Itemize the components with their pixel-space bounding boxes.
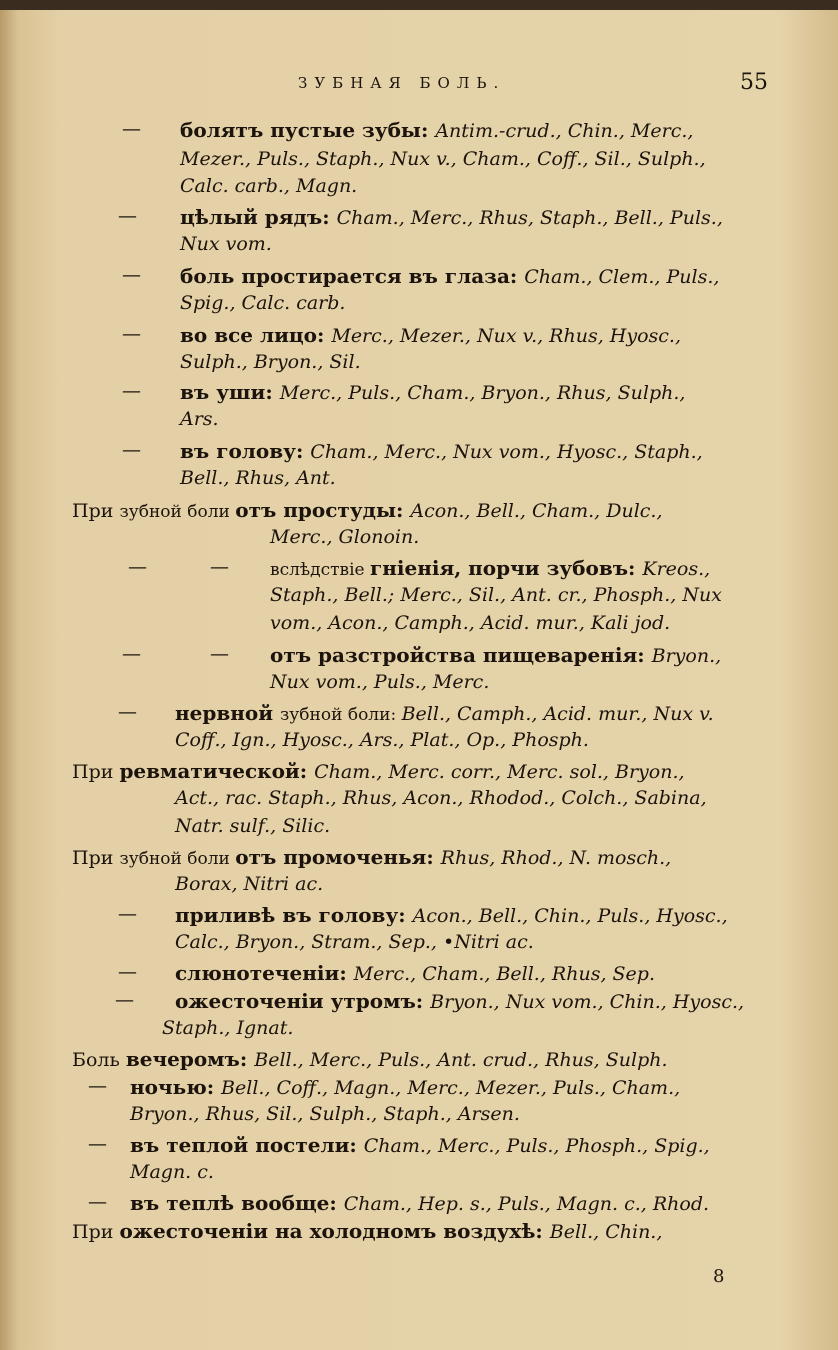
text-line <box>0 612 838 641</box>
plain-text: Боль <box>72 1049 126 1071</box>
symptom-term: во все лицо: <box>180 323 332 347</box>
ditto-dash: — <box>88 1133 107 1155</box>
ditto-dash: — <box>122 264 141 286</box>
text-line <box>0 467 838 496</box>
line-text <box>180 148 706 170</box>
symptom-term: ночью: <box>130 1075 222 1099</box>
text-line <box>0 643 838 672</box>
line-text <box>270 584 722 606</box>
text-line <box>0 233 838 262</box>
line-text <box>130 1075 680 1099</box>
line-text <box>180 292 345 314</box>
text-line <box>0 989 838 1018</box>
symptom-term: боль простирается въ глаза: <box>180 264 525 288</box>
remedy-list: Acon., Bell., Cham., Dulc., <box>410 500 663 522</box>
symptom-term: слюнотеченіи: <box>175 961 354 985</box>
text-line <box>0 264 838 293</box>
line-text <box>270 671 489 693</box>
ditto-dash: — <box>122 323 141 345</box>
text-line <box>0 351 838 380</box>
symptom-term: нервной <box>175 701 281 725</box>
remedy-list: Spig., Calc. carb. <box>180 292 346 314</box>
remedy-list: Cham., Merc., Puls., Phosph., Spig., <box>363 1135 710 1157</box>
remedy-list: vom., Acon., Camph., Acid. mur., Kali jod. <box>270 612 671 634</box>
remedy-list: Bryon., <box>651 645 722 667</box>
text-line <box>0 1017 838 1046</box>
line-text <box>175 787 707 809</box>
text-line <box>0 556 838 585</box>
remedy-list: Bryon., Rhus, Sil., Sulph., Staph., Arsen. <box>130 1103 520 1125</box>
ditto-dash: — <box>118 903 137 925</box>
line-text <box>270 556 710 580</box>
line-text <box>175 701 714 725</box>
ditto-dash: — <box>122 380 141 402</box>
symptom-term: въ уши: <box>180 380 280 404</box>
remedy-list: Antim.-crud., Chin., Merc., <box>435 120 694 142</box>
remedy-list: Bell., Rhus, Ant. <box>180 467 336 489</box>
text-line <box>0 1075 838 1104</box>
text-line <box>0 961 838 990</box>
ditto-dash: — <box>210 643 229 665</box>
remedy-list: Rhus, Rhod., N. mosch., <box>440 847 672 869</box>
text-line <box>0 1191 838 1220</box>
text-line <box>0 439 838 468</box>
symptom-term: ревматической: <box>119 759 315 783</box>
symptom-term: въ теплой постели: <box>130 1133 364 1157</box>
plain-text: При <box>72 1221 120 1243</box>
symptom-term: отъ простуды: <box>235 498 411 522</box>
text-line <box>0 1219 838 1248</box>
line-text <box>72 845 671 869</box>
line-text <box>175 873 323 895</box>
line-text <box>72 1219 662 1243</box>
text-line <box>0 729 838 758</box>
remedy-list: Staph., Ignat. <box>162 1017 294 1039</box>
signature-mark: 8 <box>713 1266 725 1287</box>
line-text <box>270 643 721 667</box>
line-text <box>175 815 330 837</box>
text-line <box>0 408 838 437</box>
line-text <box>72 1047 668 1071</box>
remedy-list: Calc. carb., Magn. <box>180 175 358 197</box>
ditto-dash: — <box>210 556 229 578</box>
remedy-list: Merc., Puls., Cham., Bryon., Rhus, Sulph., <box>279 382 686 404</box>
text-line <box>0 787 838 816</box>
text-line <box>0 931 838 960</box>
plain-text: вслѣдствіе <box>270 560 371 580</box>
remedy-list: Bell., Merc., Puls., Ant. crud., Rhus, Sulph. <box>254 1049 668 1071</box>
symptom-term: отъ промоченья: <box>235 845 441 869</box>
line-text <box>270 526 419 548</box>
remedy-list: Magn. c. <box>130 1161 214 1183</box>
remedy-list: Merc., Mezer., Nux v., Rhus, Hyosc., <box>331 325 682 347</box>
remedy-list: Cham., Hep. s., Puls., Magn. c., Rhod. <box>343 1193 710 1215</box>
line-text <box>180 467 336 489</box>
line-text <box>180 175 357 197</box>
page-header <box>0 64 838 104</box>
plain-text: При <box>72 761 120 783</box>
line-text <box>162 1017 293 1039</box>
symptom-term: въ теплѣ вообще: <box>130 1191 344 1215</box>
page-number: 55 <box>740 70 768 95</box>
line-text <box>180 233 272 255</box>
text-line <box>0 671 838 700</box>
remedy-list: Nux vom. <box>180 233 272 255</box>
remedy-list: Nux vom., Puls., Merc. <box>270 671 490 693</box>
ditto-dash: — <box>122 439 141 461</box>
ditto-dash: — <box>88 1075 107 1097</box>
text-line <box>0 1047 838 1076</box>
symptom-term: вечеромъ: <box>125 1047 255 1071</box>
text-line <box>0 526 838 555</box>
symptom-term: цѣлый рядъ: <box>180 205 337 229</box>
running-head: ЗУБНАЯ БОЛЬ. <box>298 74 506 92</box>
ditto-dash: — <box>118 205 137 227</box>
line-text <box>180 205 723 229</box>
remedy-list: Act., rac. Staph., Rhus, Acon., Rhodod., Colch., Sabina, <box>175 787 707 809</box>
text-line <box>0 1133 838 1162</box>
remedy-list: Kreos., <box>642 558 711 580</box>
remedy-list: Cham., Merc., Rhus, Staph., Bell., Puls., <box>336 207 723 229</box>
remedy-list: Merc., Cham., Bell., Rhus, Sep. <box>353 963 655 985</box>
text-line <box>0 701 838 730</box>
symptom-term: ожесточеніи утромъ: <box>175 989 431 1013</box>
plain-text: При <box>72 500 120 522</box>
ditto-dash: — <box>122 643 141 665</box>
remedy-list: Merc., Glonoin. <box>270 526 420 548</box>
ditto-dash: — <box>118 961 137 983</box>
remedy-list: Cham., Clem., Puls., <box>524 266 720 288</box>
line-text <box>270 612 670 634</box>
line-text <box>72 498 663 522</box>
symptom-term: гніенія, порчи зубовъ: <box>370 556 643 580</box>
text-line <box>0 845 838 874</box>
remedy-list: Bell., Chin., <box>549 1221 663 1243</box>
line-text <box>175 729 589 751</box>
remedy-list: Bell., Coff., Magn., Merc., Mezer., Puls., Cham., <box>221 1077 681 1099</box>
line-text <box>175 931 534 953</box>
line-text <box>130 1133 710 1157</box>
line-text <box>180 380 685 404</box>
line-text <box>130 1103 520 1125</box>
plain-text: При <box>72 847 120 869</box>
line-text <box>180 351 361 373</box>
plain-text: зубной боли <box>119 849 236 869</box>
line-text <box>180 323 681 347</box>
remedy-list: Ars. <box>180 408 219 430</box>
text-line <box>0 903 838 932</box>
text-line <box>0 1161 838 1190</box>
text-line <box>0 118 838 147</box>
remedy-list: Coff., Ign., Hyosc., Ars., Plat., Op., Phosph. <box>175 729 589 751</box>
ditto-dash: — <box>115 989 134 1011</box>
remedy-list: Natr. sulf., Silic. <box>175 815 331 837</box>
symptom-term: отъ разстройства пищеваренія: <box>270 643 652 667</box>
text-line <box>0 759 838 788</box>
remedy-list: Bryon., Nux vom., Chin., Hyosc., <box>430 991 745 1013</box>
remedy-list: Calc., Bryon., Stram., Sep., •Nitri ac. <box>175 931 534 953</box>
text-line <box>0 584 838 613</box>
line-text <box>175 961 655 985</box>
symptom-term: болятъ пустые зубы: <box>180 118 436 142</box>
remedy-list: Cham., Merc., Nux vom., Hyosc., Staph., <box>310 441 703 463</box>
text-line <box>0 175 838 204</box>
remedy-list: Staph., Bell.; Merc., Sil., Ant. cr., Phosph., Nux <box>270 584 722 606</box>
page-top-edge <box>0 0 838 10</box>
line-text <box>180 439 703 463</box>
ditto-dash: — <box>88 1191 107 1213</box>
text-line <box>0 1103 838 1132</box>
remedy-list: Sulph., Bryon., Sil. <box>180 351 361 373</box>
text-line <box>0 498 838 527</box>
text-line <box>0 380 838 409</box>
text-line <box>0 873 838 902</box>
line-text <box>180 264 719 288</box>
symptom-term: ожесточеніи на холодномъ воздухѣ: <box>119 1219 550 1243</box>
text-line <box>0 148 838 177</box>
ditto-dash: — <box>122 118 141 140</box>
line-text <box>130 1191 709 1215</box>
remedy-list: Mezer., Puls., Staph., Nux v., Cham., Coff., Sil., Sulph., <box>180 148 706 170</box>
text-line <box>0 815 838 844</box>
remedy-list: Cham., Merc. corr., Merc. sol., Bryon., <box>314 761 685 783</box>
line-text <box>175 989 744 1013</box>
text-line <box>0 292 838 321</box>
text-line <box>0 205 838 234</box>
remedy-list: Borax, Nitri ac. <box>175 873 324 895</box>
ditto-dash: — <box>118 701 137 723</box>
line-text <box>180 408 219 430</box>
remedy-list: Acon., Bell., Chin., Puls., Hyosc., <box>412 905 728 927</box>
line-text <box>180 118 693 142</box>
plain-text: зубной боли <box>119 502 236 522</box>
plain-text: зубной боли: <box>280 705 402 725</box>
ditto-dash: — <box>128 556 147 578</box>
text-line <box>0 323 838 352</box>
line-text <box>175 903 728 927</box>
line-text <box>130 1161 214 1183</box>
symptom-term: въ голову: <box>180 439 311 463</box>
remedy-list: Bell., Camph., Acid. mur., Nux v. <box>401 703 714 725</box>
symptom-term: приливѣ въ голову: <box>175 903 413 927</box>
line-text <box>72 759 685 783</box>
